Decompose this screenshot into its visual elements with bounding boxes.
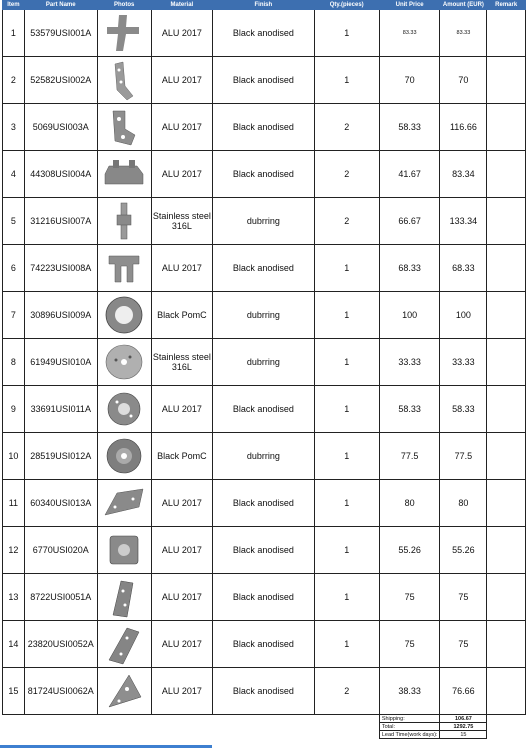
unit-price-cell: 66.67 <box>379 198 440 245</box>
material-cell: Stainless steel 316L <box>151 339 212 386</box>
header-row <box>3 1 526 10</box>
part-name-cell: 23820USI0052A <box>24 621 97 668</box>
unit-price-cell: 75 <box>379 574 440 621</box>
disc-photo <box>99 340 149 384</box>
finish-cell: dubrring <box>213 339 314 386</box>
amount-cell: 55.26 <box>440 527 487 574</box>
unit-price-cell: 41.67 <box>379 151 440 198</box>
unit-price-cell: 33.33 <box>379 339 440 386</box>
material-cell: Black PomC <box>151 292 212 339</box>
material-cell: ALU 2017 <box>151 621 212 668</box>
remark-cell <box>487 339 526 386</box>
item-cell: 2 <box>3 57 25 104</box>
table-row <box>3 339 526 386</box>
amount-cell: 76.66 <box>440 668 487 715</box>
table-row <box>3 527 526 574</box>
material-cell: ALU 2017 <box>151 386 212 433</box>
photo-cell <box>97 339 151 386</box>
photo-cell <box>97 574 151 621</box>
part-name-cell: 52582USI002A <box>24 57 97 104</box>
amount-cell: 75 <box>440 621 487 668</box>
header-finish: Finish <box>213 1 314 10</box>
finish-cell: Black anodised <box>213 151 314 198</box>
part-name-cell: 60340USI013A <box>24 480 97 527</box>
finish-cell: Black anodised <box>213 574 314 621</box>
item-cell: 1 <box>3 10 25 57</box>
qty-cell: 2 <box>314 104 379 151</box>
flange-photo <box>99 387 149 431</box>
part-name-cell: 74223USI008A <box>24 245 97 292</box>
header-part-name: Part Name <box>24 1 97 10</box>
remark-cell <box>487 57 526 104</box>
qty-cell: 2 <box>314 151 379 198</box>
item-cell: 6 <box>3 245 25 292</box>
shaft-pin-photo <box>99 199 149 243</box>
header-remark: Remark <box>487 1 526 10</box>
amount-cell: 70 <box>440 57 487 104</box>
pom-ring-photo <box>99 293 149 337</box>
photo-cell <box>97 621 151 668</box>
amount-cell: 77.5 <box>440 433 487 480</box>
table-row <box>3 433 526 480</box>
summary-lead-time <box>3 731 526 739</box>
table-row <box>3 668 526 715</box>
photo-cell <box>97 433 151 480</box>
table-row <box>3 480 526 527</box>
remark-cell <box>487 151 526 198</box>
unit-price-cell: 58.33 <box>379 104 440 151</box>
photo-cell <box>97 527 151 574</box>
qty-cell: 1 <box>314 292 379 339</box>
photo-cell <box>97 10 151 57</box>
table-row <box>3 10 526 57</box>
amount-cell: 116.66 <box>440 104 487 151</box>
table-row <box>3 621 526 668</box>
remark-cell <box>487 104 526 151</box>
bent-plate-photo <box>99 58 149 102</box>
summary-total <box>3 723 526 731</box>
quotation-sheet <box>2 0 526 739</box>
quotation-table <box>2 0 526 739</box>
unit-price-cell: 100 <box>379 292 440 339</box>
unit-price-cell: 83.33 <box>379 10 440 57</box>
remark-cell <box>487 10 526 57</box>
remark-cell <box>487 292 526 339</box>
item-cell: 9 <box>3 386 25 433</box>
material-cell: ALU 2017 <box>151 57 212 104</box>
remark-cell <box>487 433 526 480</box>
part-name-cell: 33691USI011A <box>24 386 97 433</box>
header-material: Material <box>151 1 212 10</box>
finish-cell: Black anodised <box>213 386 314 433</box>
qty-cell: 2 <box>314 198 379 245</box>
part-name-cell: 5069USI003A <box>24 104 97 151</box>
item-cell: 11 <box>3 480 25 527</box>
material-cell: ALU 2017 <box>151 151 212 198</box>
table-body <box>3 10 526 715</box>
qty-cell: 1 <box>314 339 379 386</box>
part-name-cell: 61949USI010A <box>24 339 97 386</box>
qty-cell: 1 <box>314 386 379 433</box>
part-name-cell: 53579USI001A <box>24 10 97 57</box>
item-cell: 7 <box>3 292 25 339</box>
qty-cell: 1 <box>314 10 379 57</box>
unit-price-cell: 75 <box>379 621 440 668</box>
item-cell: 10 <box>3 433 25 480</box>
remark-cell <box>487 527 526 574</box>
mount-block-photo <box>99 152 149 196</box>
table-row <box>3 198 526 245</box>
remark-cell <box>487 198 526 245</box>
part-name-cell: 31216USI007A <box>24 198 97 245</box>
summary-shipping-label: Shipping: <box>379 715 440 723</box>
unit-price-cell: 38.33 <box>379 668 440 715</box>
photo-cell <box>97 151 151 198</box>
qty-cell: 1 <box>314 621 379 668</box>
clevis-photo <box>99 246 149 290</box>
summary-body <box>3 715 526 739</box>
finish-cell: Black anodised <box>213 10 314 57</box>
photo-cell <box>97 198 151 245</box>
summary-shipping-value: 106.67 <box>440 715 487 723</box>
photo-cell <box>97 57 151 104</box>
item-cell: 12 <box>3 527 25 574</box>
photo-cell <box>97 245 151 292</box>
part-name-cell: 8722USI0051A <box>24 574 97 621</box>
table-row <box>3 574 526 621</box>
summary-lead-time-value: 15 <box>440 731 487 739</box>
finish-cell: Black anodised <box>213 621 314 668</box>
material-cell: ALU 2017 <box>151 574 212 621</box>
remark-cell <box>487 386 526 433</box>
finish-cell: Black anodised <box>213 668 314 715</box>
part-name-cell: 44308USI004A <box>24 151 97 198</box>
amount-cell: 68.33 <box>440 245 487 292</box>
qty-cell: 2 <box>314 668 379 715</box>
material-cell: ALU 2017 <box>151 10 212 57</box>
long-plate-photo <box>99 575 149 619</box>
header-qty: Qty.(pieces) <box>314 1 379 10</box>
item-cell: 15 <box>3 668 25 715</box>
material-cell: ALU 2017 <box>151 668 212 715</box>
amount-cell: 80 <box>440 480 487 527</box>
finish-cell: dubrring <box>213 292 314 339</box>
remark-cell <box>487 574 526 621</box>
amount-cell: 33.33 <box>440 339 487 386</box>
unit-price-cell: 80 <box>379 480 440 527</box>
material-cell: ALU 2017 <box>151 480 212 527</box>
part-name-cell: 30896USI009A <box>24 292 97 339</box>
amount-cell: 83.34 <box>440 151 487 198</box>
header-photos: Photos <box>97 1 151 10</box>
material-cell: ALU 2017 <box>151 245 212 292</box>
material-cell: ALU 2017 <box>151 104 212 151</box>
table-row <box>3 245 526 292</box>
photo-cell <box>97 668 151 715</box>
item-cell: 4 <box>3 151 25 198</box>
summary-shipping <box>3 715 526 723</box>
remark-cell <box>487 245 526 292</box>
item-cell: 13 <box>3 574 25 621</box>
square-block-photo <box>99 528 149 572</box>
summary-total-label: Total: <box>379 723 440 731</box>
amount-cell: 100 <box>440 292 487 339</box>
blade-plate-photo <box>99 481 149 525</box>
amount-cell: 58.33 <box>440 386 487 433</box>
summary-lead-time-label: Lead Time(work days): <box>379 731 440 739</box>
table-row <box>3 57 526 104</box>
item-cell: 3 <box>3 104 25 151</box>
summary-total-value: 1292.75 <box>440 723 487 731</box>
unit-price-cell: 58.33 <box>379 386 440 433</box>
header-item: Item <box>3 1 25 10</box>
item-cell: 5 <box>3 198 25 245</box>
finish-cell: Black anodised <box>213 527 314 574</box>
table-row <box>3 104 526 151</box>
angle-bracket-photo <box>99 105 149 149</box>
qty-cell: 1 <box>314 480 379 527</box>
item-cell: 14 <box>3 621 25 668</box>
part-name-cell: 81724USI0062A <box>24 668 97 715</box>
part-name-cell: 6770USI020A <box>24 527 97 574</box>
photo-cell <box>97 386 151 433</box>
qty-cell: 1 <box>314 574 379 621</box>
remark-cell <box>487 621 526 668</box>
amount-cell: 75 <box>440 574 487 621</box>
qty-cell: 1 <box>314 245 379 292</box>
finish-cell: Black anodised <box>213 480 314 527</box>
amount-cell: 83.33 <box>440 10 487 57</box>
finish-cell: Black anodised <box>213 104 314 151</box>
header-amount: Amount (EUR) <box>440 1 487 10</box>
photo-cell <box>97 104 151 151</box>
qty-cell: 1 <box>314 57 379 104</box>
finish-cell: dubrring <box>213 433 314 480</box>
finish-cell: dubrring <box>213 198 314 245</box>
remark-cell <box>487 480 526 527</box>
finish-cell: Black anodised <box>213 57 314 104</box>
finish-cell: Black anodised <box>213 245 314 292</box>
material-cell: ALU 2017 <box>151 527 212 574</box>
item-cell: 8 <box>3 339 25 386</box>
qty-cell: 1 <box>314 433 379 480</box>
hub-photo <box>99 434 149 478</box>
unit-price-cell: 55.26 <box>379 527 440 574</box>
amount-cell: 133.34 <box>440 198 487 245</box>
remark-cell <box>487 668 526 715</box>
triangle-plate-photo <box>99 669 149 713</box>
photo-cell <box>97 292 151 339</box>
long-plate-b-photo <box>99 622 149 666</box>
unit-price-cell: 70 <box>379 57 440 104</box>
material-cell: Black PomC <box>151 433 212 480</box>
cross-bracket-photo <box>99 11 149 55</box>
table-row <box>3 292 526 339</box>
qty-cell: 1 <box>314 527 379 574</box>
photo-cell <box>97 480 151 527</box>
header-unit-price: Unit Price <box>379 1 440 10</box>
unit-price-cell: 68.33 <box>379 245 440 292</box>
unit-price-cell: 77.5 <box>379 433 440 480</box>
material-cell: Stainless steel 316L <box>151 198 212 245</box>
part-name-cell: 28519USI012A <box>24 433 97 480</box>
table-row <box>3 151 526 198</box>
table-row <box>3 386 526 433</box>
